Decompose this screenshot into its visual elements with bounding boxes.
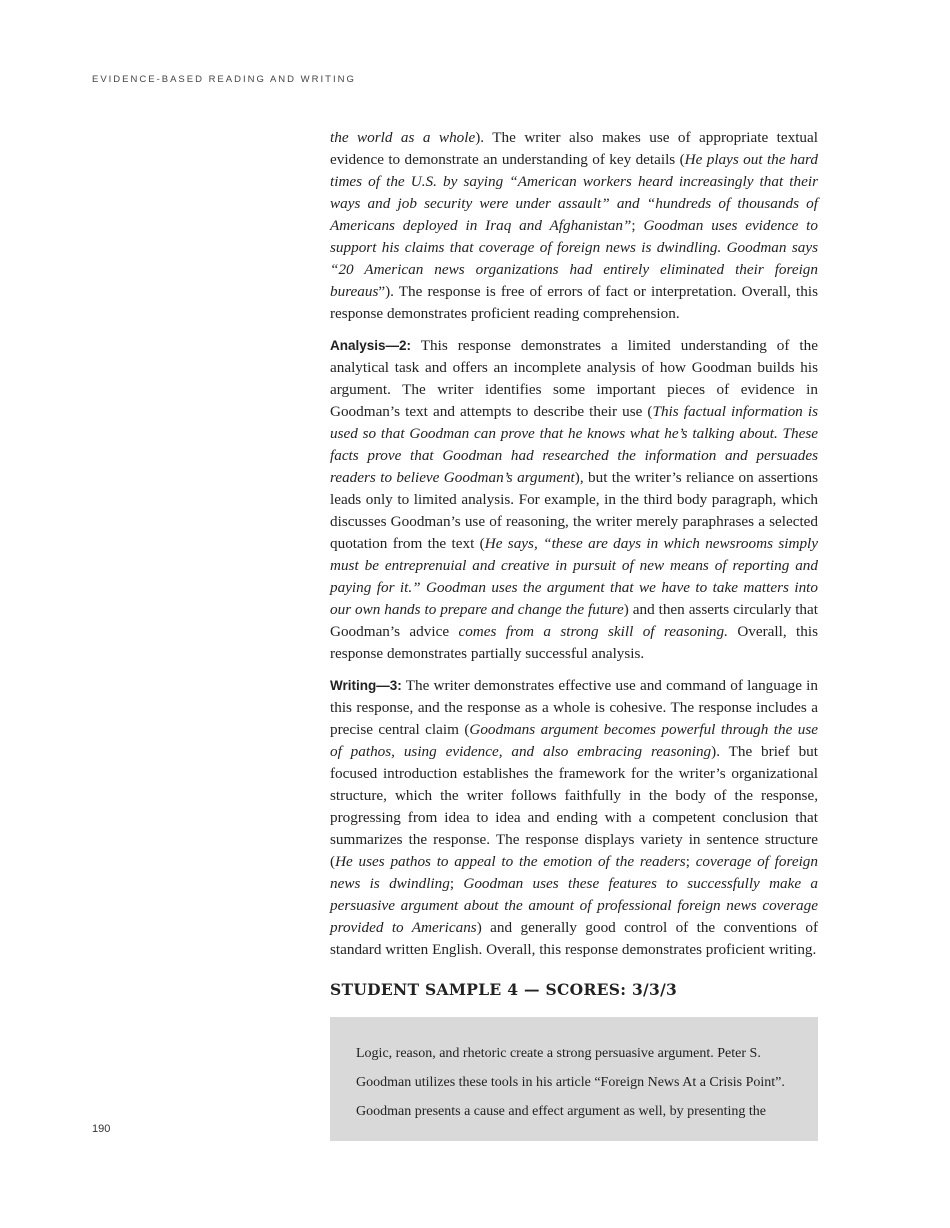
analysis-score-label: Analysis—2:: [330, 338, 412, 353]
analysis-paragraph: Analysis—2: This response demonstrates a limited understanding of the analytical task and offers an incomplete analysis of how Goodman builds his argument. The writer identifies some important pieces of evidence in Goodman’s text and attempts to describe their use (This factual information is used so that Goodman can prove that he knows what he’s talking about. These facts prove that Goodman had researched the information and persuades readers to believe Goodman’s argument), but the writer’s reliance on assertions leads only to limited analysis. For example, in the third body paragraph, which discusses Goodman’s use of reasoning, the writer merely paraphrases a selected quotation from the text (He says, “these are days in which newsrooms simply must be entreprenuial and creative in pursuit of new means of reporting and paying for it.” Goodman uses the argument that we have to take matters into our own hands to prepare and change the future) and then asserts circularly that Goodman’s advice comes from a strong skill of reasoning. Overall, this response demonstrates partially successful analysis.: [330, 337, 819, 662]
sample-text: Logic, reason, and rhetoric create a strong persuasive argument. Peter S. Goodman utilizes these tools in his article “Foreign News At a Crisis Point”. Goodman presents a cause and effect argument as well, by presenting the: [356, 1046, 785, 1119]
writing-score-label: Writing—3:: [330, 678, 402, 693]
sample-heading: STUDENT SAMPLE 4 — SCORES: 3/3/3: [330, 980, 678, 999]
main-content: [330, 127, 818, 1141]
running-head: EVIDENCE-BASED READING AND WRITING: [92, 74, 356, 85]
student-sample-box: [330, 1017, 818, 1141]
writing-paragraph: Writing—3: The writer demonstrates effective use and command of language in this response, and the response as a whole is cohesive. The response includes a precise central claim (Goodmans argument becomes powerful through the use of pathos, using evidence, and also embracing reasoning). The brief but focused introduction establishes the framework for the writer’s organizational structure, which the writer follows faithfully in the body of the response, progressing from idea to idea and ending with a competent conclusion that summarizes the response. The response displays variety in sentence structure (He uses pathos to appeal to the emotion of the readers; coverage of foreign news is dwindling; Goodman uses these features to successfully make a persuasive argument about the amount of professional foreign news coverage provided to Americans) and generally good control of the conventions of standard written English. Overall, this response demonstrates proficient writing.: [330, 677, 819, 958]
page-number: 190: [92, 1123, 111, 1135]
reading-paragraph: the world as a whole). The writer also makes use of appropriate textual evidence to demonstrate an understanding of key details (He plays out the hard times of the U.S. by saying “American workers heard increasingly that their ways and job security were under assault” and “hundreds of thousands of Americans deployed in Iraq and Afghanistan”; Goodman uses evidence to support his claims that coverage of foreign news is dwindling. Goodman says “20 American news organizations had entirely eliminated their foreign bureaus”). The response is free of errors of fact or interpretation. Overall, this response demonstrates proficient reading comprehension.: [330, 129, 819, 322]
